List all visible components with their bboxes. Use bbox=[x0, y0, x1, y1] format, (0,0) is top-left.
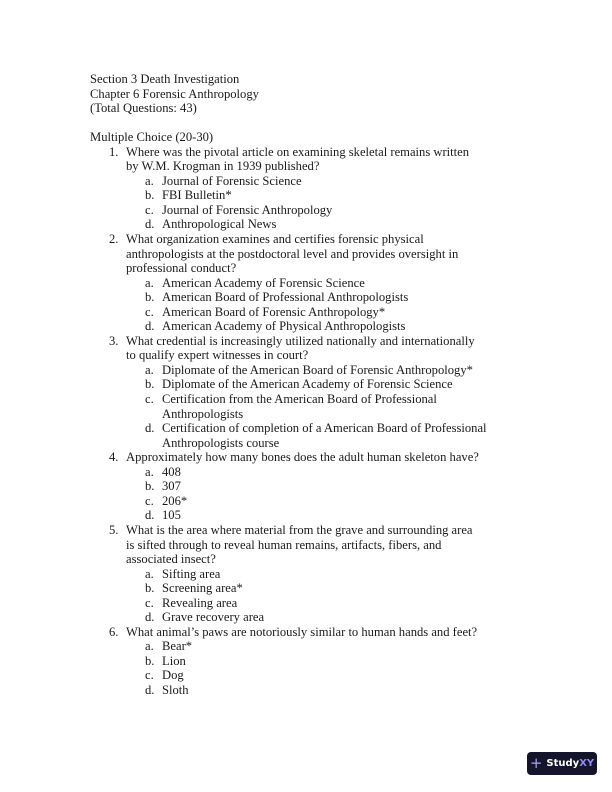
option-text: American Academy of Forensic Science bbox=[162, 275, 365, 290]
question-number: 6. bbox=[109, 624, 119, 639]
answer-option bbox=[90, 319, 487, 334]
option-letter: a. bbox=[145, 566, 154, 581]
brand-logo bbox=[546, 758, 594, 769]
option-text: Diplomate of the American Board of Forensic Anthropology* bbox=[162, 362, 473, 377]
option-letter: b. bbox=[145, 479, 155, 494]
option-letter: a. bbox=[145, 639, 154, 654]
question-text: associated insect? bbox=[126, 552, 216, 567]
option-letter: c. bbox=[145, 595, 154, 610]
spacer bbox=[90, 116, 487, 131]
answer-option bbox=[90, 276, 487, 291]
question-text: is sifted through to reveal human remains, artifacts, fibers, and bbox=[126, 537, 442, 552]
question-number: 1. bbox=[109, 144, 119, 159]
question-text-line bbox=[90, 625, 487, 640]
answer-option bbox=[90, 479, 487, 494]
answer-option bbox=[90, 668, 487, 683]
question-text: What credential is increasingly utilized nationally and internationally bbox=[126, 333, 475, 348]
option-text: 408 bbox=[162, 464, 181, 479]
question-text-line bbox=[90, 261, 487, 276]
answer-option bbox=[90, 174, 487, 189]
option-text: 307 bbox=[162, 479, 181, 494]
option-letter: d. bbox=[145, 421, 155, 436]
option-text: Journal of Forensic Science bbox=[162, 173, 302, 188]
question-item bbox=[90, 523, 487, 625]
question-item bbox=[90, 450, 487, 523]
option-text: Certification of completion of a American Board of Professional bbox=[162, 421, 487, 436]
question-text: anthropologists at the postdoctoral level and provides oversight in bbox=[126, 246, 459, 261]
answer-option bbox=[90, 683, 487, 698]
question-text-line bbox=[90, 523, 487, 538]
option-text: Dog bbox=[162, 668, 184, 683]
question-text: by W.M. Krogman in 1939 published? bbox=[126, 159, 320, 174]
option-text: Revealing area bbox=[162, 595, 238, 610]
option-letter: d. bbox=[145, 217, 155, 232]
option-text: Sloth bbox=[162, 682, 189, 697]
option-text: Screening area* bbox=[162, 581, 243, 596]
answer-option bbox=[90, 363, 487, 378]
brand-accent-text: XY bbox=[579, 758, 595, 769]
answer-option bbox=[90, 596, 487, 611]
question-text-line bbox=[90, 247, 487, 262]
question-text: What organization examines and certifies forensic physical bbox=[126, 232, 424, 247]
option-letter: a. bbox=[145, 464, 154, 479]
option-letter: b. bbox=[145, 377, 155, 392]
answer-option bbox=[90, 436, 487, 451]
option-letter: c. bbox=[145, 493, 154, 508]
question-item bbox=[90, 334, 487, 450]
option-letter: c. bbox=[145, 668, 154, 683]
option-text: 105 bbox=[162, 508, 181, 523]
answer-option bbox=[90, 217, 487, 232]
option-text: Sifting area bbox=[162, 566, 221, 581]
question-item bbox=[90, 232, 487, 334]
option-letter: d. bbox=[145, 682, 155, 697]
answer-option bbox=[90, 290, 487, 305]
question-list bbox=[90, 145, 487, 698]
option-text: Journal of Forensic Anthropology bbox=[162, 202, 333, 217]
question-number: 4. bbox=[109, 450, 119, 465]
question-number: 3. bbox=[109, 333, 119, 348]
answer-option bbox=[90, 465, 487, 480]
option-letter: a. bbox=[145, 275, 154, 290]
option-text: Diplomate of the American Academy of Forensic Science bbox=[162, 377, 453, 392]
question-text: Where was the pivotal article on examining skeletal remains written bbox=[126, 144, 470, 159]
option-letter: b. bbox=[145, 290, 155, 305]
option-text: 206* bbox=[162, 493, 188, 508]
option-letter: a. bbox=[145, 362, 154, 377]
question-text-line bbox=[90, 159, 487, 174]
option-letter: b. bbox=[145, 581, 155, 596]
answer-option bbox=[90, 494, 487, 509]
answer-option bbox=[90, 581, 487, 596]
option-text: FBI Bulletin* bbox=[162, 188, 232, 203]
chapter-heading: Chapter 6 Forensic Anthropology bbox=[90, 86, 259, 101]
answer-option bbox=[90, 203, 487, 218]
answer-option bbox=[90, 188, 487, 203]
answer-option bbox=[90, 305, 487, 320]
option-letter: b. bbox=[145, 188, 155, 203]
question-item bbox=[90, 625, 487, 698]
answer-option bbox=[90, 639, 487, 654]
option-text: Anthropological News bbox=[162, 217, 277, 232]
multiple-choice-heading: Multiple Choice (20-30) bbox=[90, 130, 214, 145]
question-text-line bbox=[90, 232, 487, 247]
question-text: Approximately how many bones does the adult human skeleton have? bbox=[126, 450, 479, 465]
option-text: Bear* bbox=[162, 639, 193, 654]
document-body bbox=[90, 72, 487, 698]
answer-option bbox=[90, 392, 487, 407]
question-number: 2. bbox=[109, 232, 119, 247]
brand-text: Study bbox=[546, 758, 580, 769]
option-letter: d. bbox=[145, 319, 155, 334]
answer-option bbox=[90, 567, 487, 582]
answer-option bbox=[90, 610, 487, 625]
option-letter: c. bbox=[145, 304, 154, 319]
question-text-line bbox=[90, 538, 487, 553]
option-text: American Academy of Physical Anthropologists bbox=[162, 319, 406, 334]
option-text: American Board of Forensic Anthropology* bbox=[162, 304, 386, 319]
option-text: Anthropologists course bbox=[162, 435, 280, 450]
question-item bbox=[90, 145, 487, 232]
option-letter: a. bbox=[145, 173, 154, 188]
option-text: Certification from the American Board of Professional bbox=[162, 392, 437, 407]
question-text-line bbox=[90, 145, 487, 160]
question-text: to qualify expert witnesses in court? bbox=[126, 348, 309, 363]
option-letter: d. bbox=[145, 610, 155, 625]
answer-option bbox=[90, 508, 487, 523]
question-number: 5. bbox=[109, 522, 119, 537]
option-letter: d. bbox=[145, 508, 155, 523]
option-text: American Board of Professional Anthropologists bbox=[162, 290, 409, 305]
section-heading: Section 3 Death Investigation bbox=[90, 72, 240, 86]
question-text-line bbox=[90, 348, 487, 363]
question-text: professional conduct? bbox=[126, 261, 237, 276]
studyxy-badge[interactable] bbox=[527, 752, 597, 775]
option-letter: c. bbox=[145, 202, 154, 217]
answer-option bbox=[90, 654, 487, 669]
answer-option bbox=[90, 407, 487, 422]
option-letter: b. bbox=[145, 653, 155, 668]
answer-option bbox=[90, 421, 487, 436]
question-text-line bbox=[90, 450, 487, 465]
question-text-line bbox=[90, 552, 487, 567]
option-letter: c. bbox=[145, 392, 154, 407]
option-text: Grave recovery area bbox=[162, 610, 265, 625]
question-text: What is the area where material from the grave and surrounding area bbox=[126, 522, 473, 537]
answer-option bbox=[90, 377, 487, 392]
option-text: Lion bbox=[162, 653, 186, 668]
total-questions: (Total Questions: 43) bbox=[90, 101, 197, 116]
question-text: What animal’s paws are notoriously similar to human hands and feet? bbox=[126, 624, 478, 639]
question-text-line bbox=[90, 334, 487, 349]
option-text: Anthropologists bbox=[162, 406, 244, 421]
plus-icon: + bbox=[529, 754, 543, 772]
